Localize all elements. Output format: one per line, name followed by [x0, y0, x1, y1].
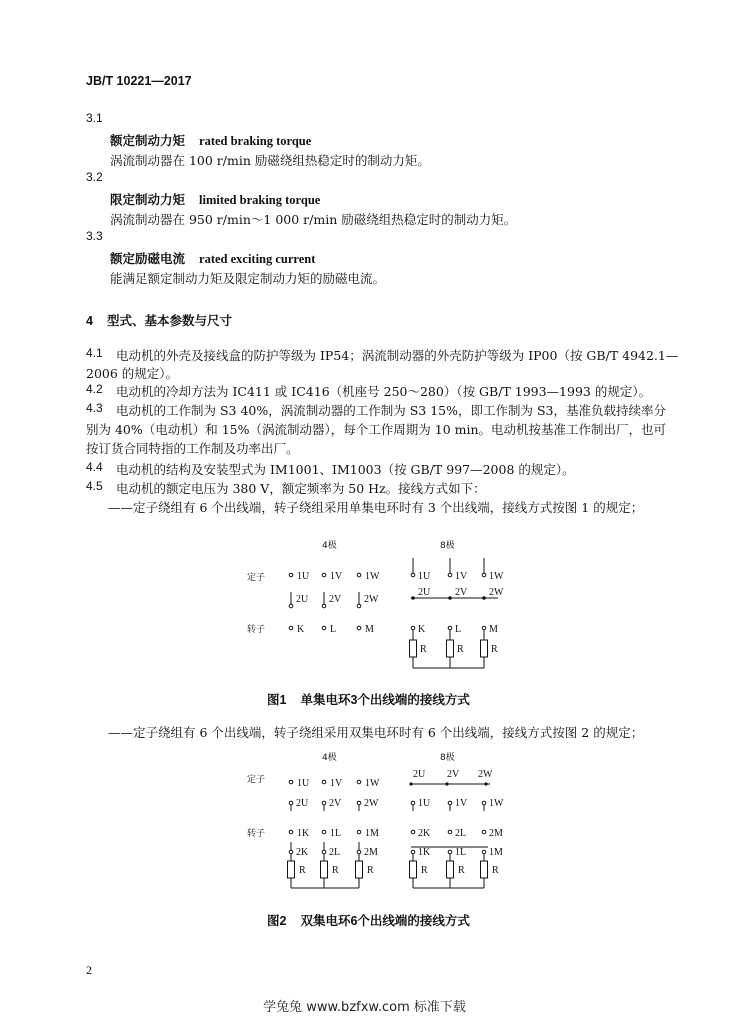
svg-text:1V: 1V [455, 798, 468, 809]
terminal-2l [448, 828, 466, 839]
svg-text:1L: 1L [330, 828, 342, 839]
svg-text:R: R [458, 865, 465, 876]
svg-text:2K: 2K [296, 847, 309, 858]
rotor-label: 转子 [247, 829, 266, 839]
terminal-1l [322, 828, 341, 839]
terminal-2w [357, 798, 379, 811]
rotor-branch-1m [481, 847, 504, 888]
rotor-branch-l [447, 624, 465, 668]
terminal-1u [411, 798, 431, 811]
stator-label: 定子 [247, 573, 266, 583]
section-title: 型式、基本参数与尺寸 [106, 314, 232, 328]
junction-dot [409, 782, 412, 785]
caption-text: 单集电环3个出线端的接线方式 [300, 693, 470, 707]
section-number: 4 [86, 314, 93, 328]
item-text: 电动机的冷却方法为 IC411 或 IC416（机座号 250～280）（按 GB/T 1993—1993 的规定）。 [116, 384, 652, 399]
term-chinese: 限定制动力矩 [110, 192, 186, 207]
section-heading [86, 311, 232, 329]
clause-number: 3.2 [86, 170, 103, 184]
junction-dot [445, 782, 448, 785]
rotor-branch-1k [410, 847, 432, 888]
resistor-icon [481, 861, 488, 878]
svg-text:2K: 2K [418, 828, 431, 839]
terminal-2u [289, 798, 309, 811]
svg-text:2M: 2M [489, 828, 503, 839]
svg-text:1V: 1V [330, 778, 343, 789]
item-text-continued: 按订货合同特指的工作制及功率出厂。 [86, 441, 299, 456]
terminal-1w [357, 571, 380, 582]
svg-text:1U: 1U [418, 571, 431, 582]
resistor-icon [321, 861, 328, 878]
figure-1-wiring-diagram [0, 530, 729, 690]
item-number: 4.2 [86, 382, 103, 396]
list-dash-item: ——定子绕组有 6 个出线端，转子绕组采用双集电环时有 6 个出线端，接线方式按图 2 的规定； [108, 725, 644, 740]
resistor-icon [410, 861, 417, 878]
item-number: 4.5 [86, 479, 103, 493]
item-text: 电动机的外壳及接线盒的防护等级为 IP54；涡流制动器的外壳防护等级为 IP00（按 GB/T 4942.1— [116, 348, 679, 363]
svg-text:R: R [367, 865, 374, 876]
svg-text:L: L [455, 624, 462, 635]
svg-text:2U: 2U [418, 587, 431, 598]
term-heading [110, 249, 315, 267]
svg-text:1W: 1W [365, 778, 380, 789]
svg-text:1W: 1W [489, 798, 504, 809]
svg-text:2V: 2V [329, 798, 342, 809]
svg-text:1U: 1U [418, 798, 431, 809]
term-definition: 涡流制动器在 950 r/min～1 000 r/min 励磁绕组热稳定时的制动力矩。 [110, 212, 517, 227]
terminal-m [357, 624, 374, 635]
terminal-2v [322, 798, 342, 811]
stator-label: 定子 [247, 775, 266, 785]
terminal-1w [357, 778, 380, 789]
resistor-icon [288, 861, 295, 878]
figure-2-caption [267, 911, 470, 929]
svg-text:2L: 2L [329, 847, 341, 858]
svg-text:2W: 2W [489, 587, 504, 598]
svg-text:1V: 1V [455, 571, 468, 582]
svg-text:2V: 2V [329, 594, 342, 605]
svg-text:2L: 2L [455, 828, 467, 839]
term-definition: 涡流制动器在 100 r/min 励磁绕组热稳定时的制动力矩。 [110, 153, 430, 168]
svg-text:1W: 1W [365, 571, 380, 582]
svg-text:1K: 1K [297, 828, 310, 839]
svg-text:2W: 2W [364, 798, 379, 809]
caption-number: 图2 [267, 914, 287, 928]
svg-text:1L: 1L [455, 847, 467, 858]
terminal-1v [448, 558, 468, 582]
rotor-branch-2k [288, 842, 310, 888]
rotor-branch-2m [356, 842, 379, 888]
svg-text:1V: 1V [330, 571, 343, 582]
terminal-1m [357, 828, 379, 839]
svg-text:L: L [330, 624, 337, 635]
figure-1-caption [267, 690, 470, 708]
clause-number: 3.3 [86, 229, 103, 243]
svg-text:R: R [299, 865, 306, 876]
svg-text:R: R [457, 644, 464, 655]
terminal-2m [482, 828, 503, 839]
resistor-icon [410, 640, 417, 657]
svg-text:R: R [420, 644, 427, 655]
resistor-icon [481, 640, 488, 657]
svg-text:K: K [418, 624, 426, 635]
term-heading [110, 131, 311, 149]
terminal-1k [289, 828, 310, 839]
terminal-l [322, 624, 336, 635]
resistor-icon [447, 861, 454, 878]
terminal-2v [448, 587, 468, 600]
caption-number: 图1 [267, 693, 287, 707]
svg-text:1M: 1M [365, 828, 379, 839]
terminal-1u [289, 778, 310, 789]
terminal-2w: 2W [478, 769, 493, 780]
resistor-icon [447, 640, 454, 657]
term-definition: 能满足额定制动力矩及限定制动力矩的励磁电流。 [110, 271, 386, 286]
item-text: 电动机的工作制为 S3 40%，涡流制动器的工作制为 S3 15%，即工作制为 S3，基准负载持续率分 [116, 403, 666, 418]
terminal-2k [411, 828, 431, 839]
svg-text:2M: 2M [364, 847, 378, 858]
svg-text:1M: 1M [489, 847, 503, 858]
terminal-1w [482, 798, 504, 811]
item-text: 电动机的结构及安装型式为 IM1001、IM1003（按 GB/T 997—2008 的规定）。 [116, 462, 575, 477]
pole-label: 4极 [322, 541, 337, 551]
item-text: 电动机的额定电压为 380 V，额定频率为 50 Hz。接线方式如下： [116, 481, 486, 496]
pole-label: 8极 [440, 541, 455, 551]
rotor-branch-2l [321, 842, 341, 888]
svg-text:R: R [491, 644, 498, 655]
figure-2-wiring-diagram [0, 746, 729, 901]
term-english: rated braking torque [199, 134, 312, 148]
terminal-2w [482, 587, 504, 600]
term-chinese: 额定制动力矩 [110, 133, 186, 148]
terminal-2u [411, 587, 431, 600]
terminal-2u [289, 592, 309, 608]
term-english: rated exciting current [199, 252, 316, 266]
svg-text:M: M [365, 624, 374, 635]
item-number: 4.4 [86, 460, 103, 474]
pole-label: 8极 [440, 753, 455, 763]
resistor-icon [356, 861, 363, 878]
terminal-1v [322, 778, 343, 789]
svg-text:R: R [421, 865, 428, 876]
svg-text:2W: 2W [364, 594, 379, 605]
svg-text:2U: 2U [296, 594, 309, 605]
standard-code-header: JB/T 10221—2017 [86, 74, 192, 88]
item-number: 4.3 [86, 401, 103, 415]
terminal-1u [411, 558, 431, 582]
term-chinese: 额定励磁电流 [110, 251, 186, 266]
svg-text:R: R [332, 865, 339, 876]
terminal-1u [289, 571, 310, 582]
item-text-continued: 别为 40%（电动机）和 15%（涡流制动器），每个工作周期为 10 min。电动机按基准工作制出厂，也可 [86, 422, 667, 437]
svg-text:1W: 1W [489, 571, 504, 582]
caption-text: 双集电环6个出线端的接线方式 [300, 914, 470, 928]
terminal-k [289, 624, 305, 635]
svg-text:K: K [297, 624, 305, 635]
rotor-label: 转子 [247, 625, 266, 635]
svg-text:R: R [492, 865, 499, 876]
svg-text:M: M [489, 624, 498, 635]
item-text-continued: 2006 的规定）。 [86, 366, 179, 381]
svg-text:1U: 1U [297, 571, 310, 582]
terminal-2v: 2V [447, 769, 460, 780]
pole-label: 4极 [322, 753, 337, 763]
rotor-branch-k [410, 624, 428, 668]
clause-number: 3.1 [86, 111, 103, 125]
page-number: 2 [86, 963, 92, 977]
junction-dot [484, 782, 487, 785]
rotor-branch-1l [447, 847, 467, 888]
terminal-1v [322, 571, 343, 582]
svg-text:1U: 1U [297, 778, 310, 789]
terminal-1w [482, 558, 504, 582]
rotor-branch-m [481, 624, 499, 668]
terminal-2v [322, 592, 342, 608]
svg-text:2U: 2U [296, 798, 309, 809]
terminal-1v [448, 798, 468, 811]
watermark-link[interactable]: 学兔兔 www.bzfxw.com 标准下载 [263, 1000, 466, 1015]
terminal-2u: 2U [413, 769, 426, 780]
list-dash-item: ——定子绕组有 6 个出线端，转子绕组采用单集电环时有 3 个出线端，接线方式按图 1 的规定； [108, 500, 644, 515]
item-number: 4.1 [86, 346, 103, 360]
terminal-2w [357, 592, 379, 608]
term-heading [110, 190, 320, 208]
term-english: limited braking torque [199, 193, 321, 207]
svg-text:2V: 2V [455, 587, 468, 598]
svg-text:1K: 1K [418, 847, 431, 858]
